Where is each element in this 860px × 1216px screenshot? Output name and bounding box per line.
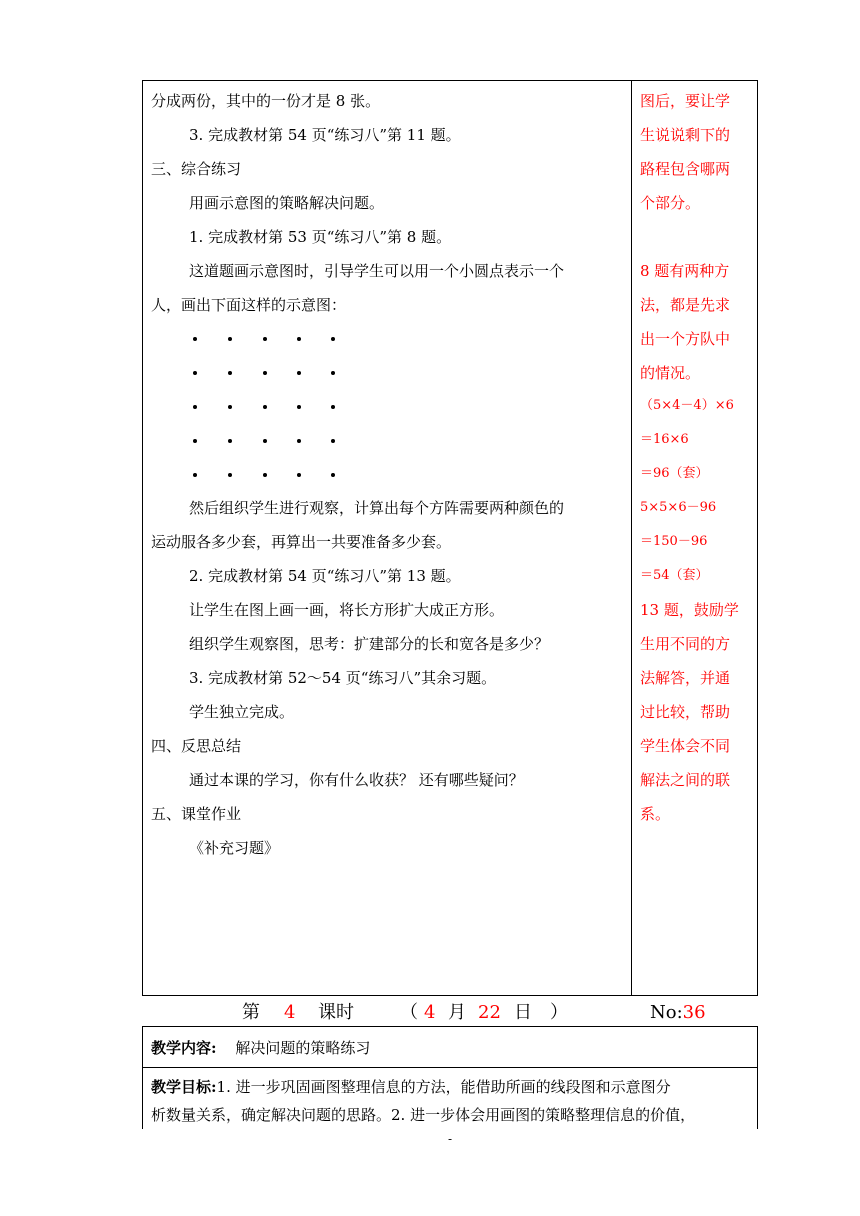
goal-line1: 1. 进一步巩固画图整理信息的方法，能借助所画的线段图和示意图分 xyxy=(216,1078,671,1096)
dot xyxy=(193,473,197,477)
dot xyxy=(331,337,335,341)
process-line: 1. 完成教材第 53 页“练习八”第 8 题。 xyxy=(189,228,452,246)
note-line: 的情况。 xyxy=(640,364,701,382)
lesson-keshi: 课时 xyxy=(318,1002,354,1023)
process-line: 2. 完成教材第 54 页“练习八”第 13 题。 xyxy=(189,567,461,585)
goal-line2: 析数量关系，确定解决问题的思路。2. 进一步体会用画图的策略整理信息的价值， xyxy=(151,1106,696,1124)
content-line xyxy=(151,1035,370,1061)
calc-line: ＝96（套） xyxy=(640,466,709,481)
process-line: 运动服各多少套，再算出一共要准备多少套。 xyxy=(151,533,452,551)
dot xyxy=(228,371,232,375)
dot xyxy=(297,371,301,375)
process-line: 学生独立完成。 xyxy=(189,703,295,721)
note-line: 路程包含哪两 xyxy=(640,160,731,178)
lesson-rparen: ） xyxy=(550,1002,568,1023)
lesson-header xyxy=(142,1000,758,1026)
dot xyxy=(228,405,232,409)
process-line: 3. 完成教材第 52～54 页“练习八”其余习题。 xyxy=(189,669,497,687)
dot xyxy=(331,473,335,477)
note-line: 13 题，鼓励学 xyxy=(640,601,739,619)
teaching-goal-row xyxy=(142,1067,758,1129)
calc-line: ＝54（套） xyxy=(640,568,709,583)
dot xyxy=(297,337,301,341)
section-heading: 五、课堂作业 xyxy=(151,805,242,823)
lesson-no-label: No: xyxy=(650,1002,683,1023)
dot xyxy=(297,473,301,477)
dot xyxy=(263,473,267,477)
note-block xyxy=(640,593,756,831)
note-line: 学生体会不同 xyxy=(640,737,731,755)
process-line: 这道题画示意图时，引导学生可以用一个小圆点表示一个 xyxy=(189,262,565,280)
dot xyxy=(228,473,232,477)
notes-column xyxy=(632,81,758,995)
goal-line xyxy=(151,1074,671,1100)
note-line: 图后，要让学 xyxy=(640,92,731,110)
dot xyxy=(297,439,301,443)
note-line: 个部分。 xyxy=(640,194,701,212)
goal-label: 教学目标: xyxy=(151,1078,217,1096)
content-label: 教学内容: xyxy=(151,1039,217,1057)
process-line: 通过本课的学习，你有什么收获？ 还有哪些疑问？ xyxy=(189,771,524,789)
note-line: 生用不同的方 xyxy=(640,635,731,653)
lesson-month: 4 xyxy=(424,1002,436,1023)
dot xyxy=(193,371,197,375)
dot xyxy=(263,337,267,341)
note-line: 生说说剩下的 xyxy=(640,126,731,144)
note-line: 8 题有两种方 xyxy=(640,262,730,280)
process-line: 人，画出下面这样的示意图： xyxy=(151,296,347,314)
lesson-number: 4 xyxy=(284,1002,296,1023)
dot xyxy=(228,439,232,443)
lesson-no-value: 36 xyxy=(682,1002,706,1023)
lesson-di: 第 xyxy=(242,1002,260,1023)
dot xyxy=(193,439,197,443)
note-line: 法解答，并通 xyxy=(640,669,731,687)
process-line: 让学生在图上画一画，将长方形扩大成正方形。 xyxy=(189,601,505,619)
note-block xyxy=(640,254,756,390)
process-line: 分成两份，其中的一份才是 8 张。 xyxy=(151,92,381,110)
process-line: 3. 完成教材第 54 页“练习八”第 11 题。 xyxy=(189,126,461,144)
calc-line: ＝150－96 xyxy=(640,534,708,549)
lesson-plan-table xyxy=(142,80,758,996)
lesson-yue: 月 xyxy=(448,1002,466,1023)
dot xyxy=(193,405,197,409)
calc-line: 5×5×6－96 xyxy=(640,500,717,515)
lesson-lparen: （ xyxy=(400,1002,418,1023)
page-footer-mark: - xyxy=(448,1132,453,1146)
note-line: 法，都是先求 xyxy=(640,296,731,314)
section-heading: 四、反思总结 xyxy=(151,737,242,755)
process-line: 然后组织学生进行观察，计算出每个方阵需要两种颜色的 xyxy=(189,499,565,517)
dot xyxy=(331,371,335,375)
dot xyxy=(263,439,267,443)
note-block xyxy=(640,84,756,220)
calc-line: （5×4－4）×6 xyxy=(640,398,734,413)
note-line: 出一个方队中 xyxy=(640,330,731,348)
teaching-process-column xyxy=(143,81,631,995)
process-line: 《补充习题》 xyxy=(189,839,280,857)
note-line: 过比较，帮助 xyxy=(640,703,731,721)
dot xyxy=(297,405,301,409)
lesson-ri: 日 xyxy=(514,1002,532,1023)
calc-line: ＝16×6 xyxy=(640,432,689,447)
section-heading: 三、综合练习 xyxy=(151,160,242,178)
dot xyxy=(228,337,232,341)
dot xyxy=(193,337,197,341)
process-line: 组织学生观察图，思考：扩建部分的长和宽各是多少？ xyxy=(189,635,550,653)
content-value: 解决问题的策略练习 xyxy=(235,1039,371,1057)
dot xyxy=(263,371,267,375)
teaching-content-row xyxy=(142,1026,758,1068)
lesson-no xyxy=(650,1000,706,1026)
dot xyxy=(331,439,335,443)
dot xyxy=(263,405,267,409)
process-line: 用画示意图的策略解决问题。 xyxy=(189,194,385,212)
note-line: 系。 xyxy=(640,805,671,823)
note-line: 解法之间的联 xyxy=(640,771,731,789)
lesson-day: 22 xyxy=(478,1002,501,1023)
dot xyxy=(331,405,335,409)
